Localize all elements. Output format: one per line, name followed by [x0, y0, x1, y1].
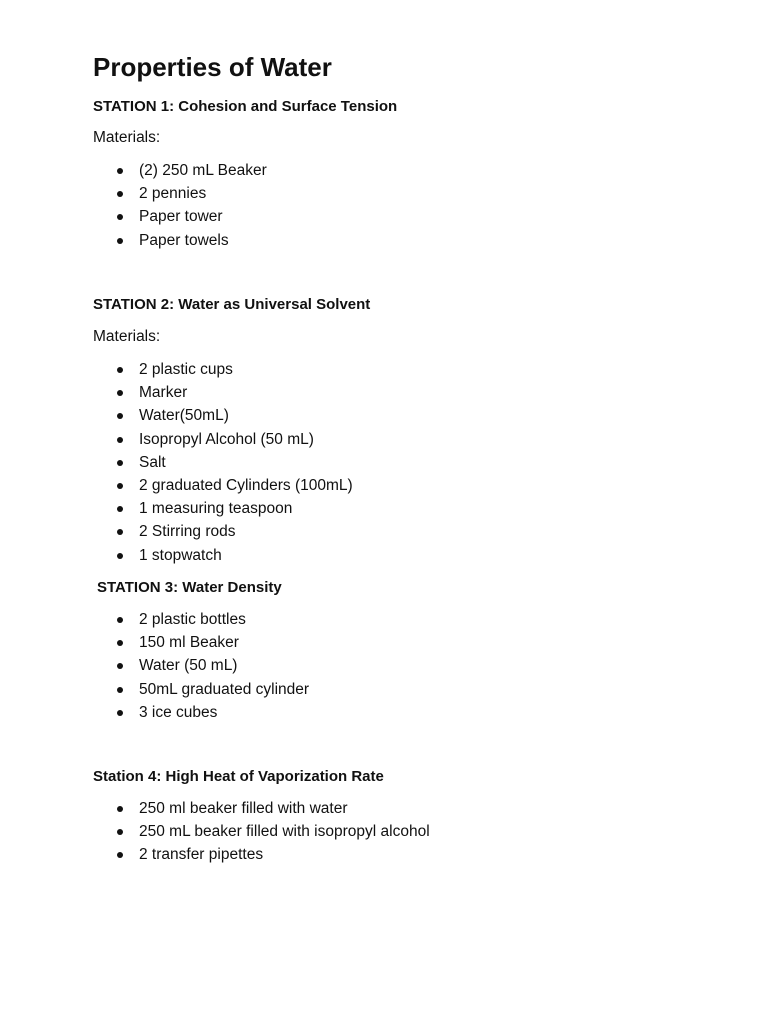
bullet-icon	[117, 710, 123, 716]
bullet-icon	[117, 413, 123, 419]
bullet-icon	[117, 214, 123, 220]
bullet-icon	[117, 506, 123, 512]
station-2-materials-label: Materials:	[93, 328, 161, 345]
bullet-icon	[117, 460, 123, 466]
page-title: Properties of Water	[93, 52, 332, 82]
station-1-materials-label: Materials:	[93, 129, 161, 146]
station-3-heading: STATION 3: Water Density	[97, 579, 282, 596]
bullet-icon	[117, 553, 123, 559]
station-4-heading: Station 4: High Heat of Vaporization Rate	[93, 768, 384, 785]
bullet-icon	[117, 806, 123, 812]
bullet-icon	[117, 168, 123, 174]
bullet-icon	[117, 640, 123, 646]
bullet-icon	[117, 829, 123, 835]
bullet-icon	[117, 191, 123, 197]
bullet-icon	[117, 437, 123, 443]
bullet-icon	[117, 687, 123, 693]
bullet-icon	[117, 663, 123, 669]
document-page: Properties of Water STATION 1: Cohesion and Surface Tension Materials: (2) 250 mL Beaker 2 pennies Paper tower Paper towels STATION 2: Water as Universal Solvent Materials: 2 plastic cups Marker Water(50mL) Isopropyl Alcohol (50 mL) Salt 2 graduated Cylinders (100mL) 1 measuring teaspoon 2 Stirring rods 1 stopwatch STATION 3: Water Density 2 plastic bottles 150 ml Beaker Water (50 mL) 50mL graduated cylinder 3 ice cubes Station 4: High Heat of Vaporization Rate 250 ml beaker filled with water 250 mL beaker filled with isopropyl alcohol 2 transfer pipettes	[93, 52, 430, 864]
bullet-icon	[117, 390, 123, 396]
bullet-icon	[117, 617, 123, 623]
bullet-icon	[117, 483, 123, 489]
station-1-heading: STATION 1: Cohesion and Surface Tension	[93, 98, 398, 115]
bullet-icon	[117, 529, 123, 535]
bullet-icon	[117, 367, 123, 373]
station-2-heading: STATION 2: Water as Universal Solvent	[93, 296, 371, 313]
bullet-icon	[117, 238, 123, 244]
bullet-icon	[117, 852, 123, 858]
